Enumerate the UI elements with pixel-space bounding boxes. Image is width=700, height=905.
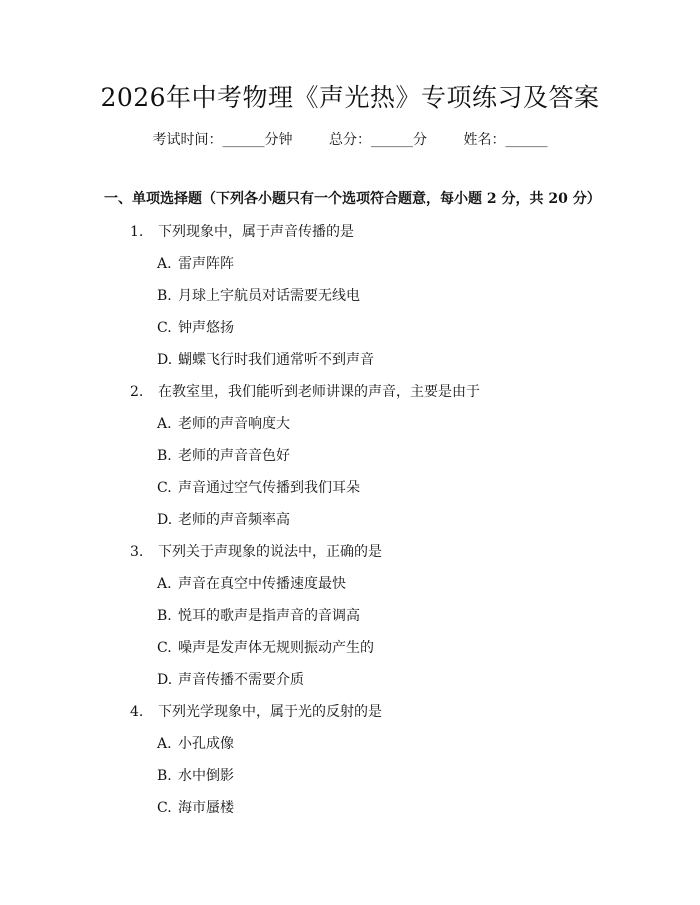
- option-3a: [157, 574, 346, 594]
- option-letter: C.: [157, 320, 172, 336]
- option-4a: [157, 734, 234, 754]
- option-text: 老师的声音音色好: [178, 448, 290, 464]
- document-title: 2026年中考物理《声光热》专项练习及答案: [100, 83, 600, 112]
- exam-info-line: [0, 130, 700, 150]
- option-text: 雷声阵阵: [178, 256, 234, 272]
- question-1: [130, 222, 354, 242]
- question-number: 4.: [130, 704, 144, 720]
- question-text: 下列关于声现象的说法中，正确的是: [158, 544, 382, 560]
- option-text: 悦耳的歌声是指声音的音调高: [178, 608, 360, 624]
- option-2b: [157, 446, 290, 466]
- option-text: 声音在真空中传播速度最快: [178, 576, 346, 592]
- option-text: 海市蜃楼: [178, 800, 234, 816]
- option-letter: A.: [157, 416, 172, 432]
- option-text: 声音传播不需要介质: [178, 672, 304, 688]
- option-text: 蝴蝶飞行时我们通常听不到声音: [178, 352, 374, 368]
- option-3c: [157, 638, 374, 658]
- option-letter: D.: [157, 672, 173, 688]
- option-text: 月球上宇航员对话需要无线电: [178, 288, 360, 304]
- option-4b: [157, 766, 234, 786]
- total-score-field: 总分：______分: [329, 132, 427, 148]
- option-letter: B.: [157, 608, 172, 624]
- option-4c: [157, 798, 234, 818]
- option-1d: [157, 350, 374, 370]
- option-letter: A.: [157, 736, 172, 752]
- student-name-field: 姓名：______: [463, 132, 548, 148]
- option-letter: D.: [157, 512, 173, 528]
- exam-time-field: 考试时间：______分钟: [152, 132, 293, 148]
- option-letter: B.: [157, 288, 172, 304]
- option-letter: C.: [157, 800, 172, 816]
- question-number: 3.: [130, 544, 144, 560]
- option-text: 钟声悠扬: [178, 320, 234, 336]
- question-number: 1.: [130, 224, 144, 240]
- question-3: [130, 542, 382, 562]
- option-text: 老师的声音频率高: [178, 512, 290, 528]
- option-letter: B.: [157, 768, 172, 784]
- question-4: [130, 702, 382, 722]
- option-letter: C.: [157, 480, 172, 496]
- option-letter: A.: [157, 576, 172, 592]
- question-number: 2.: [130, 384, 144, 400]
- option-letter: D.: [157, 352, 173, 368]
- option-3d: [157, 670, 304, 690]
- question-text: 在教室里，我们能听到老师讲课的声音，主要是由于: [158, 384, 480, 400]
- option-1b: [157, 286, 360, 306]
- option-letter: A.: [157, 256, 172, 272]
- option-1a: [157, 254, 234, 274]
- question-text: 下列现象中，属于声音传播的是: [158, 224, 354, 240]
- option-2a: [157, 414, 290, 434]
- option-2c: [157, 478, 360, 498]
- option-1c: [157, 318, 234, 338]
- option-letter: C.: [157, 640, 172, 656]
- option-letter: B.: [157, 448, 172, 464]
- option-text: 小孔成像: [178, 736, 234, 752]
- question-2: [130, 382, 480, 402]
- option-text: 噪声是发声体无规则振动产生的: [178, 640, 374, 656]
- question-text: 下列光学现象中，属于光的反射的是: [158, 704, 382, 720]
- option-text: 老师的声音响度大: [178, 416, 290, 432]
- option-text: 声音通过空气传播到我们耳朵: [178, 480, 360, 496]
- option-text: 水中倒影: [178, 768, 234, 784]
- option-2d: [157, 510, 290, 530]
- section-heading-single-choice: 一、单项选择题（下列各小题只有一个选项符合题意，每小题 2 分，共 20 分）: [104, 191, 601, 207]
- option-3b: [157, 606, 360, 626]
